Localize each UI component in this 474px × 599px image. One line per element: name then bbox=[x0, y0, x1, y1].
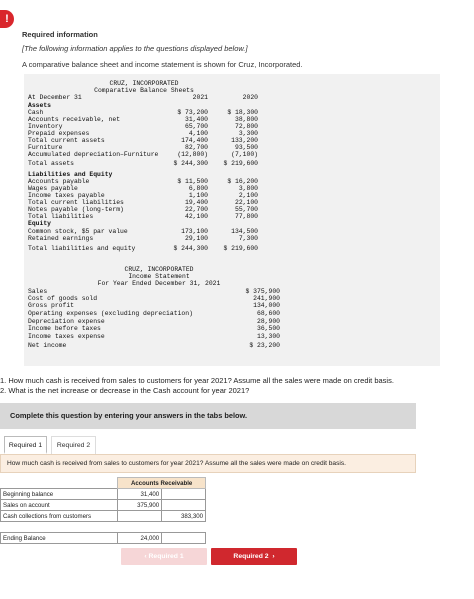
bs-liab-heading: Liabilities and Equity bbox=[28, 171, 113, 178]
bs-row-label: Inventory bbox=[28, 123, 63, 130]
is-row-value: 28,900 bbox=[256, 318, 280, 325]
bs-equity-heading: Equity bbox=[28, 220, 52, 227]
is-row-label: Sales bbox=[28, 288, 48, 295]
bs-row-label: Cash bbox=[28, 109, 44, 116]
bs-liab-2020: 55,700 bbox=[234, 206, 258, 213]
bs-liab-2020: $ 16,200 bbox=[227, 178, 258, 185]
t-account-row-label: Sales on account bbox=[1, 500, 118, 511]
t-account-row bbox=[1, 500, 206, 511]
t-account-row-label: Ending Balance bbox=[1, 533, 118, 544]
bs-equity-2021: 29,100 bbox=[184, 235, 208, 242]
is-row-label: Gross profit bbox=[28, 302, 75, 309]
bs-row-label: Accounts receivable, net bbox=[28, 116, 121, 123]
instructions-bar bbox=[0, 403, 416, 429]
bs-row-2021: 4,100 bbox=[188, 130, 208, 137]
t-account-debit-input[interactable]: 375,900 bbox=[118, 500, 162, 511]
bs-row-2021: $ 73,200 bbox=[177, 109, 208, 116]
bs-liab-2021: $ 11,500 bbox=[177, 178, 208, 185]
bs-equity-2020: 134,500 bbox=[231, 228, 258, 235]
required-info-note: [The following information applies to the questions displayed below.] bbox=[22, 44, 248, 53]
bs-equity-2021: 173,100 bbox=[181, 228, 208, 235]
is-row-value: 36,500 bbox=[256, 325, 280, 332]
bs-liab-label: Wages payable bbox=[28, 185, 78, 192]
bs-equity-2020: 7,300 bbox=[238, 235, 258, 242]
bs-row-2020: (7,100) bbox=[231, 151, 258, 158]
bs-row-label: Total current assets bbox=[28, 137, 105, 144]
bs-liab-label: Income taxes payable bbox=[28, 192, 105, 199]
is-row-value: $ 23,200 bbox=[249, 342, 280, 349]
bs-liab-2020: 2,100 bbox=[238, 192, 258, 199]
question-2: 2. What is the net increase or decrease in the Cash account for year 2021? bbox=[0, 385, 250, 395]
is-row-label: Depreciation expense bbox=[28, 318, 105, 325]
t-account-row-label: Cash collections from customers bbox=[1, 511, 118, 522]
t-account-credit-input[interactable] bbox=[162, 489, 206, 500]
is-row-label: Income taxes expense bbox=[28, 333, 105, 340]
t-account-credit-input[interactable]: 383,300 bbox=[162, 511, 206, 522]
t-account-spacer-row bbox=[1, 522, 206, 533]
t-account-row bbox=[1, 533, 206, 544]
is-row-value: $ 375,900 bbox=[245, 288, 280, 295]
bs-liab-2020: 3,800 bbox=[238, 185, 258, 192]
bs-row-label: Furniture bbox=[28, 144, 63, 151]
bs-row-2021: (12,800) bbox=[177, 151, 208, 158]
is-row-label: Net income bbox=[28, 342, 67, 349]
question-1: 1. How much cash is received from sales to customers for year 2021? Assume all the sales were made on credit basis. bbox=[0, 376, 394, 385]
bs-row-2020: 93,500 bbox=[234, 144, 258, 151]
t-account-credit-input[interactable] bbox=[162, 500, 206, 511]
bs-row-label: Total assets bbox=[28, 160, 75, 167]
chevron-left-icon: ‹ bbox=[144, 553, 149, 560]
bs-total-2021: $ 244,300 bbox=[173, 245, 208, 252]
t-account-debit-input[interactable]: 24,000 bbox=[118, 533, 162, 544]
bs-assets-heading: Assets bbox=[28, 102, 52, 109]
bs-liab-2021: 6,800 bbox=[188, 185, 208, 192]
is-row-value: 13,300 bbox=[256, 333, 280, 340]
bs-row-2021: 174,400 bbox=[181, 137, 208, 144]
t-account-row-label: Beginning balance bbox=[1, 489, 118, 500]
t-account-spacer bbox=[1, 522, 118, 533]
active-question-text: How much cash is received from sales to customers for year 2021? Assume all the sales were made on credit basis. bbox=[7, 460, 346, 467]
bs-equity-label: Common stock, $5 par value bbox=[28, 228, 128, 235]
bs-row-2021: $ 244,300 bbox=[173, 160, 208, 167]
bs-total-label: Total liabilities and equity bbox=[28, 245, 136, 252]
t-account-title: Accounts Receivable bbox=[118, 478, 206, 489]
prev-button[interactable] bbox=[121, 548, 207, 565]
prev-button-label: Required 1 bbox=[148, 553, 184, 560]
bs-liab-label: Notes payable (long-term) bbox=[28, 206, 124, 213]
financial-statements-panel bbox=[24, 74, 440, 366]
question-list bbox=[0, 376, 394, 395]
bs-row-2021: 65,700 bbox=[184, 123, 208, 130]
bs-liab-2020: 77,800 bbox=[234, 213, 258, 220]
bs-date-label: At December 31 bbox=[28, 94, 82, 101]
alert-icon: ! bbox=[0, 10, 14, 28]
is-title: Income Statement bbox=[128, 273, 190, 280]
bs-liab-2021: 42,100 bbox=[184, 213, 208, 220]
t-account-spacer bbox=[162, 522, 206, 533]
is-period: For Year Ended December 31, 2021 bbox=[97, 280, 221, 287]
t-account-debit-input[interactable] bbox=[118, 511, 162, 522]
is-row-value: 68,600 bbox=[256, 310, 280, 317]
bs-row-label: Accumulated depreciation–Furniture bbox=[28, 151, 159, 158]
is-row-label: Income before taxes bbox=[28, 325, 101, 332]
bs-company: CRUZ, INCORPORATED bbox=[109, 80, 179, 87]
bs-row-2021: 82,700 bbox=[184, 144, 208, 151]
bs-liab-2020: 22,100 bbox=[234, 199, 258, 206]
bs-equity-label: Retained earnings bbox=[28, 235, 94, 242]
t-account-row bbox=[1, 511, 206, 522]
t-account-header-row bbox=[1, 478, 206, 489]
is-row-label: Cost of goods sold bbox=[28, 295, 98, 302]
bs-row-2020: $ 219,600 bbox=[223, 160, 258, 167]
bs-liab-label: Accounts payable bbox=[28, 178, 90, 185]
t-account-credit-input[interactable] bbox=[162, 533, 206, 544]
bs-row-2021: 31,400 bbox=[184, 116, 208, 123]
bs-total-2020: $ 219,600 bbox=[223, 245, 258, 252]
is-company: CRUZ, INCORPORATED bbox=[124, 266, 194, 273]
bs-row-2020: $ 18,300 bbox=[227, 109, 258, 116]
t-account-row bbox=[1, 489, 206, 500]
required-info-title: Required information bbox=[22, 30, 98, 39]
tab-required-2[interactable]: Required 2 bbox=[51, 436, 96, 454]
active-question-box bbox=[0, 454, 416, 473]
bs-liab-2021: 22,700 bbox=[184, 206, 208, 213]
bs-year-2020: 2020 bbox=[242, 94, 258, 101]
t-account-table bbox=[0, 477, 206, 544]
bs-row-label: Prepaid expenses bbox=[28, 130, 90, 137]
bs-title: Comparative Balance Sheets bbox=[94, 87, 194, 94]
bs-row-2020: 3,300 bbox=[238, 130, 258, 137]
is-row-label: Operating expenses (excluding depreciation) bbox=[28, 310, 193, 317]
bs-liab-2021: 1,100 bbox=[188, 192, 208, 199]
t-account-debit-input[interactable]: 31,400 bbox=[118, 489, 162, 500]
bs-year-2021: 2021 bbox=[192, 94, 208, 101]
chevron-right-icon: › bbox=[268, 553, 275, 560]
is-row-value: 134,000 bbox=[253, 302, 280, 309]
bs-row-2020: 38,800 bbox=[234, 116, 258, 123]
bs-liab-label: Total current liabilities bbox=[28, 199, 124, 206]
next-button-label: Required 2 bbox=[233, 553, 269, 560]
bs-liab-label: Total liabilities bbox=[28, 213, 94, 220]
intro-text: A comparative balance sheet and income statement is shown for Cruz, Incorporated. bbox=[22, 60, 303, 69]
bs-liab-2021: 19,400 bbox=[184, 199, 208, 206]
t-account-header-spacer bbox=[1, 478, 118, 489]
instructions-text: Complete this question by entering your answers in the tabs below. bbox=[10, 411, 248, 420]
bs-row-2020: 133,200 bbox=[231, 137, 258, 144]
next-button[interactable] bbox=[211, 548, 297, 565]
is-row-value: 241,900 bbox=[253, 295, 280, 302]
tab-required-1[interactable]: Required 1 bbox=[4, 436, 47, 454]
t-account-spacer bbox=[118, 522, 162, 533]
bs-row-2020: 72,800 bbox=[234, 123, 258, 130]
